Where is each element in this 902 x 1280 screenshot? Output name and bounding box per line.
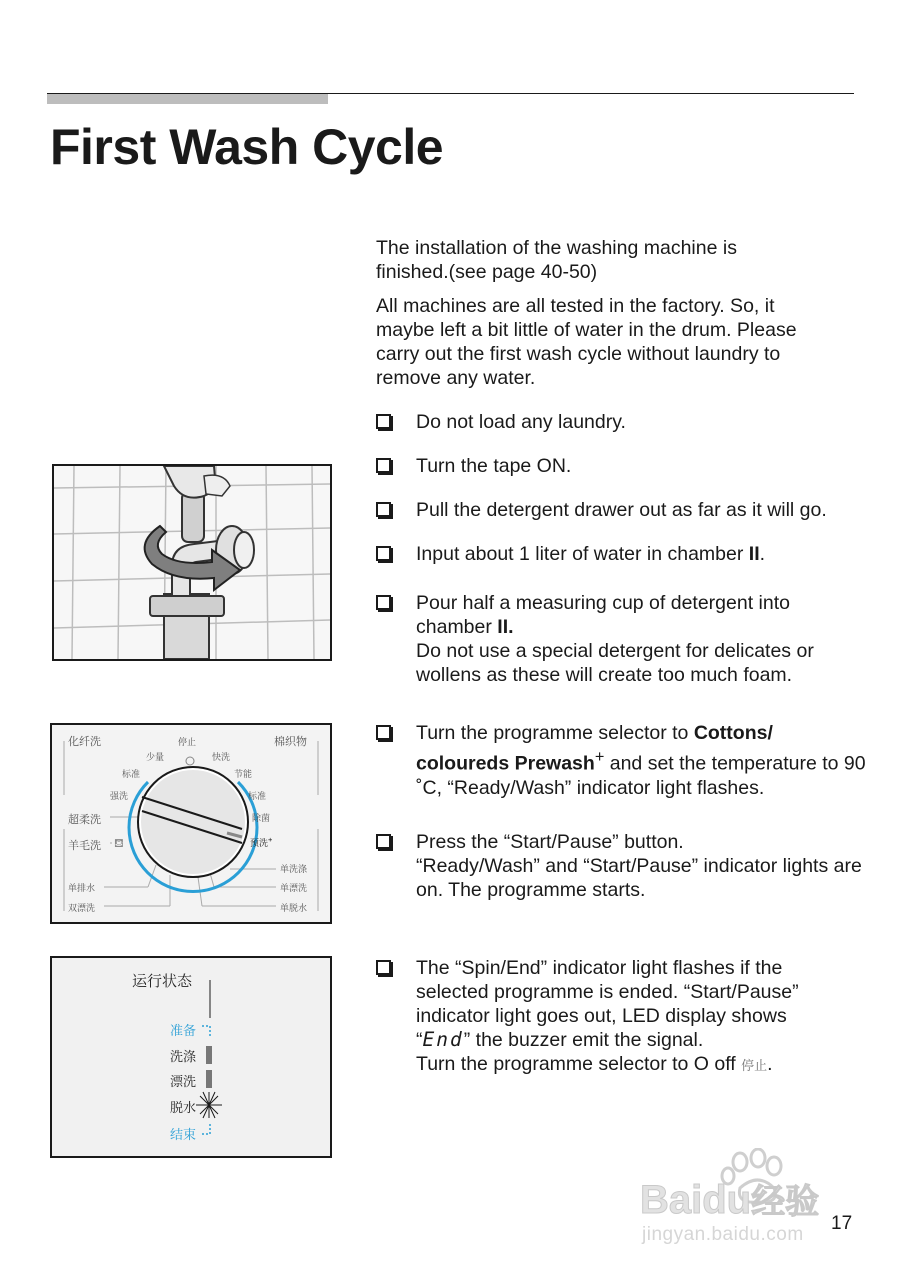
watermark-brand: Baidu经验 [640, 1178, 820, 1222]
dial-label: 棉织物 [274, 736, 307, 748]
led-end-text: End [422, 1028, 464, 1051]
tap-illustration [52, 464, 332, 661]
dial-label: 双漂洗 [68, 903, 96, 913]
step-tap-on: Turn the tape ON. [376, 454, 876, 478]
dial-label: 少量 [146, 752, 165, 762]
checkbox-icon [376, 725, 391, 740]
step-no-laundry: Do not load any laundry. [376, 410, 876, 434]
status-end: 结束 [170, 1127, 197, 1142]
intro-paragraph-2: All machines are all tested in the factory. So, it maybe left a bit little of water in the drum. Please carry out the first wash cycle without laundry to remove any water. [376, 295, 797, 389]
dial-label: 停止 [178, 737, 197, 747]
dial-label: 单脱水 [280, 903, 308, 913]
dial-label: 单漂洗 [280, 883, 308, 893]
checkbox-icon [376, 546, 391, 561]
checkbox-icon [376, 960, 391, 975]
header-accent-bar [47, 94, 328, 104]
dial-label: 羊毛洗 [68, 840, 101, 852]
step-select-programme: Turn the programme selector to Cottons/ coloureds Prewash+ and set the temperature to 90 ˚C, “Ready/Wash” indicator light flashes. [376, 721, 876, 800]
status-spin: 脱水 [170, 1100, 197, 1115]
watermark-url: jingyan.baidu.com [642, 1224, 804, 1245]
dial-label: 化纤洗 [68, 736, 101, 748]
step-pull-drawer: Pull the detergent drawer out as far as it will go. [376, 498, 876, 522]
page-title: First Wash Cycle [50, 119, 444, 175]
step-press-start: Press the “Start/Pause” button. “Ready/Wash” and “Start/Pause” indicator lights are on. The programme starts. [376, 830, 876, 902]
dial-label: 节能 [234, 769, 253, 779]
status-rinse: 漂洗 [170, 1074, 197, 1089]
dial-label: 强洗 [110, 791, 129, 801]
step-programme-end: The “Spin/End” indicator light flashes if the selected programme is ended. “Start/Pause” indicator light goes out, LED display shows “End” the buzzer emit the signal. Turn the programme selector to O off 停止. [376, 956, 876, 1078]
status-panel-title: 运行状态 [132, 973, 193, 990]
status-indicator-panel [50, 956, 332, 1158]
checkbox-icon [376, 595, 391, 610]
dial-label: 标准 [248, 791, 267, 801]
dial-label: 单排水 [68, 883, 96, 893]
step-add-detergent: Pour half a measuring cup of detergent into chamber II. Do not use a special detergent for delicates or wollens as these will create too much foam. [376, 591, 876, 687]
status-ready: 准备 [170, 1023, 197, 1038]
dial-label: 快洗 [212, 752, 231, 762]
checkbox-icon [376, 458, 391, 473]
programme-dial-panel [50, 723, 332, 924]
dial-label-prewash: 预洗+ [250, 835, 273, 848]
dial-label: 超柔洗 [68, 814, 101, 826]
step-add-water: Input about 1 liter of water in chamber II. [376, 542, 876, 566]
baidu-watermark [640, 1148, 853, 1248]
dial-label: 标准 [122, 769, 141, 779]
checkbox-icon [376, 414, 391, 429]
checkbox-icon [376, 834, 391, 849]
checkbox-icon [376, 502, 391, 517]
dial-label: 除菌 [252, 813, 271, 823]
intro-paragraph-1: The installation of the washing machine is finished.(see page 40-50) [376, 237, 737, 283]
dial-label: 单洗涤 [280, 864, 308, 874]
wool-basin-icon: ⛾ [114, 836, 124, 850]
page-number: 17 [831, 1213, 853, 1234]
status-wash: 洗涤 [170, 1049, 197, 1064]
